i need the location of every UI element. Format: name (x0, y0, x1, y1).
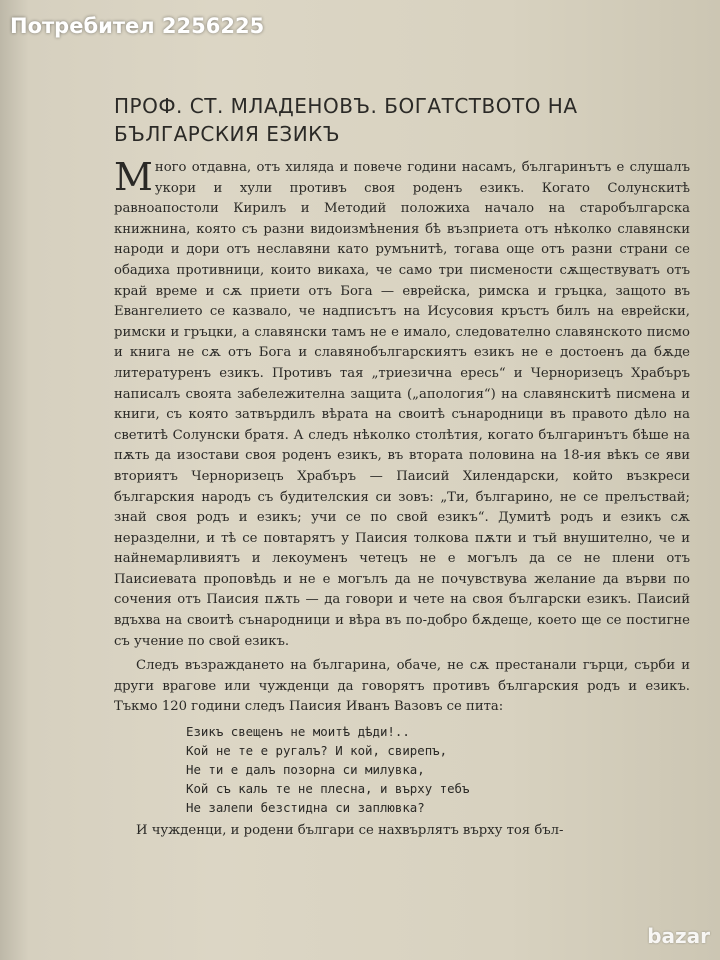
article-body (114, 155, 690, 842)
site-watermark: bazar (647, 924, 710, 948)
paragraph-1 (114, 155, 690, 652)
paragraph-1-text: ного отдавна, отъ хиляда и повече години насамъ, българинътъ е слушалъ укори и хули противъ своя роденъ езикъ. Когато Солунскитѣ равноапостоли Кирилъ и Методий положиха начало на старобългарска книжнина, която съ разни видоизмѣнения бѣ възприета отъ нѣколко славянски народи и дори отъ неславяни като румънитѣ, тогава още отъ разни страни се обадиха противници, които викаха, че само три писмености сѫществуватъ отъ край време и сѫ приети отъ Бога — еврейска, римска и гръцка, защото въ Евангелието се казвало, че надписътъ на Исусовия кръстъ билъ на еврейски, римски и гръцки, а славянски тамъ не е имало, следователно славянското писмо и книга не сѫ отъ Бога и славянобългарскиятъ езикъ не е достоенъ да бѫде литературенъ езикъ. Противъ тая „триезична ересь“ и Черноризецъ Храбъръ написалъ своята забележителна защита („апология“) на славянскитѣ писмена и книги, съ която затвърдилъ вѣрата на своитѣ сънародници въ правото дѣло на светитѣ Солунски братя. А следъ нѣколко столѣтия, когато българинътъ бѣше на пѫть да изостави своя роденъ езикъ, въ втората половина на 18-ия вѣкъ се яви вториятъ Черноризецъ Храбъръ — Паисий Хилендарски, който възкреси българския народъ съ будителския си зовъ: „Ти, българино, не се прелъствай; знай своя родъ и езикъ; учи се по свой езикъ“. Думитѣ родъ и езикъ сѫ неразделни, и тѣ се повтарятъ у Паисия толкова пѫти и тъй внушително, че и найнемарливиятъ и лекоуменъ четецъ не е могълъ да се не плени отъ Паисиевата проповѣдь и не е могълъ да не почувствува желание да върви по сочения отъ Паисия пѫть — да говори и чете на своя български езикъ. Паисий вдъхва на своитѣ сънародници и вѣра въ по-добро бѫдеще, което ще се постигне съ учение по свой езикъ. (114, 160, 690, 649)
poem-line: Кой не те е ругалъ? И кой, свирепъ, (186, 743, 448, 759)
paragraph-3: И чужденци, и родени българи се нахвърлятъ върху тоя бъл- (136, 823, 564, 839)
poem-line: Кой съ каль те не плесна, и върху тебъ (186, 781, 470, 797)
poem-line: Езикъ свещенъ не моитѣ дѣди!.. (186, 724, 410, 740)
paragraph-2: Следъ възраждането на българина, обаче, не сѫ престанали гърци, сърби и други врагове или чужденци да говорятъ противъ българския родъ и езикъ. Тъкмо 120 години следъ Паисия Иванъ Вазовъ се пита: (114, 658, 690, 715)
poem-quote (186, 722, 690, 817)
poem-line: Не ти е далъ позорна си милувка, (186, 762, 425, 778)
user-id-overlay: Потребител 2256225 (10, 14, 265, 38)
drop-cap: М (114, 155, 153, 199)
poem-line: Не залепи безстидна си заплювка? (186, 800, 425, 816)
article-title: ПРОФ. СТ. МЛАДЕНОВЪ. БОГАТСТВОТО НА БЪЛГАРСКИЯ ЕЗИКЪ (114, 94, 578, 146)
